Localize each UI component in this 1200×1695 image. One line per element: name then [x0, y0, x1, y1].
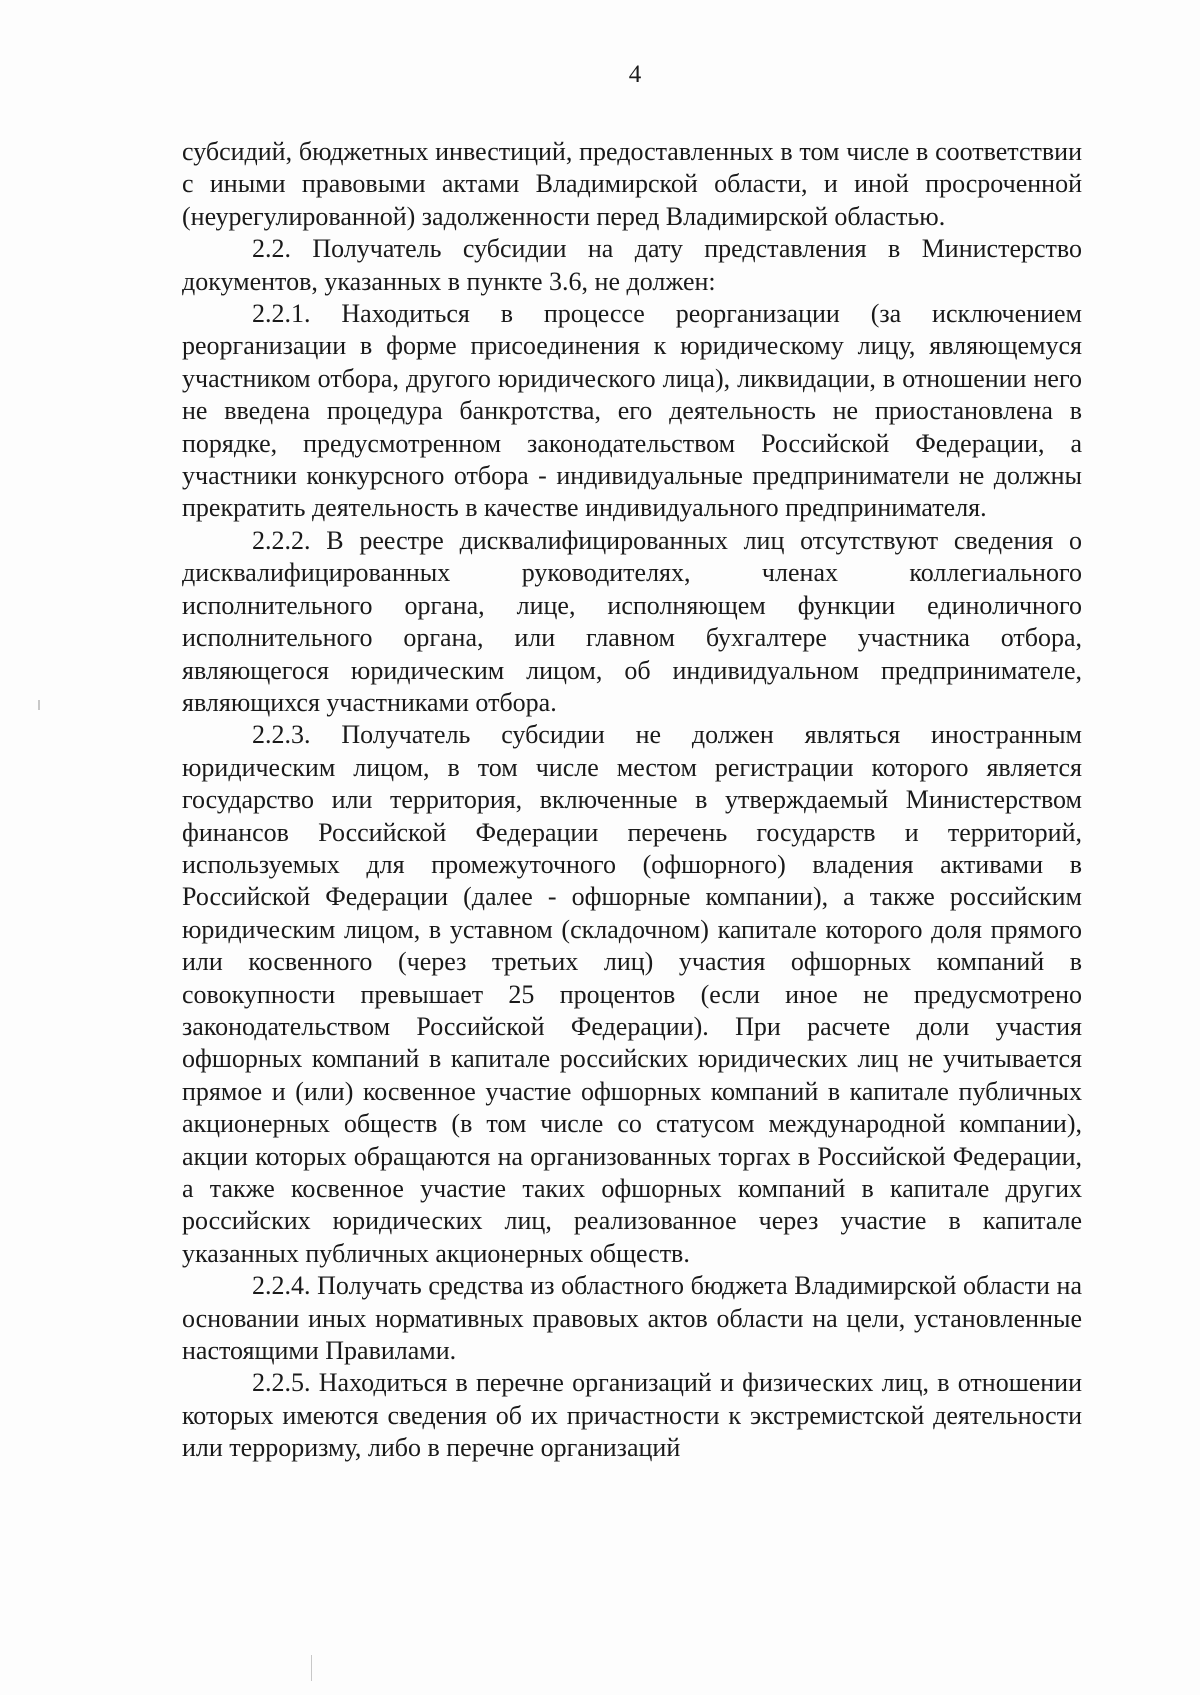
paragraph-2-2-5: 2.2.5. Находиться в перечне организаций и физических лиц, в отношении которых имеются сведения об их причастности к экстремистской деятельности или терроризму, либо в перечне организаций [182, 1368, 1082, 1463]
paragraph-2-2-4: 2.2.4. Получать средства из областного бюджета Владимирской области на основании иных нормативных правовых актов области на цели, установленные настоящими Правилами. [182, 1271, 1082, 1366]
paragraph-2-2-1: 2.2.1. Находиться в процессе реорганизации (за исключением реорганизации в форме присоединения к юридическому лицу, являющемуся участником отбора, другого юридического лица), ликвидации, в отношении него не введена процедура банкротства, его деятельность не приостановлена в порядке, предусмотренном законодательством Российской Федерации, а участники конкурсного отбора - индивидуальные предприниматели не должны прекратить деятельность в качестве индивидуального предпринимателя. [182, 299, 1082, 523]
paragraph-continuation: субсидий, бюджетных инвестиций, предоставленных в том числе в соответствии с иными правовыми актами Владимирской области, и иной просроченной (неурегулированной) задолженности перед Владимирской областью. [182, 137, 1082, 231]
paragraph-2-2: 2.2. Получатель субсидии на дату представления в Министерство документов, указанных в пункте 3.6, не должен: [182, 234, 1082, 296]
paragraph-2-2-3: 2.2.3. Получатель субсидии не должен являться иностранным юридическим лицом, в том числе местом регистрации которого является государство или территория, включенные в утверждаемый Министерством финансов Российской Федерации перечень государств и территорий, используемых для промежуточного (офшорного) владения активами в Российской Федерации (далее - офшорные компании), а также российским юридическим лицом, в уставном (складочном) капитале которого доля прямого или косвенного (через третьих лиц) участия офшорных компаний в совокупности превышает 25 процентов (если иное не предусмотрено законодательством Российской Федерации). При расчете доли участия офшорных компаний в капитале российских юридических лиц не учитывается прямое и (или) косвенное участие офшорных компаний в капитале публичных акционерных обществ (в том числе со статусом международной компании), акции которых обращаются на организованных торгах в Российской Федерации, а также косвенное участие таких офшорных компаний в капитале других российских юридических лиц, реализованное через участие в капитале указанных публичных акционерных обществ. [182, 720, 1082, 1268]
page-number: 4 [628, 61, 642, 88]
scan-artifact-bottom [311, 1655, 312, 1681]
document-body [182, 136, 1082, 1465]
scan-artifact-left [38, 700, 40, 710]
paragraph-2-2-2: 2.2.2. В реестре дисквалифицированных лиц отсутствуют сведения о дисквалифицированных руководителях, членах коллегиального исполнительного органа, лице, исполняющем функции единоличного исполнительного органа, или главном бухгалтере участника отбора, являющегося юридическим лицом, об индивидуальном предпринимателе, являющихся участниками отбора. [182, 525, 1082, 717]
